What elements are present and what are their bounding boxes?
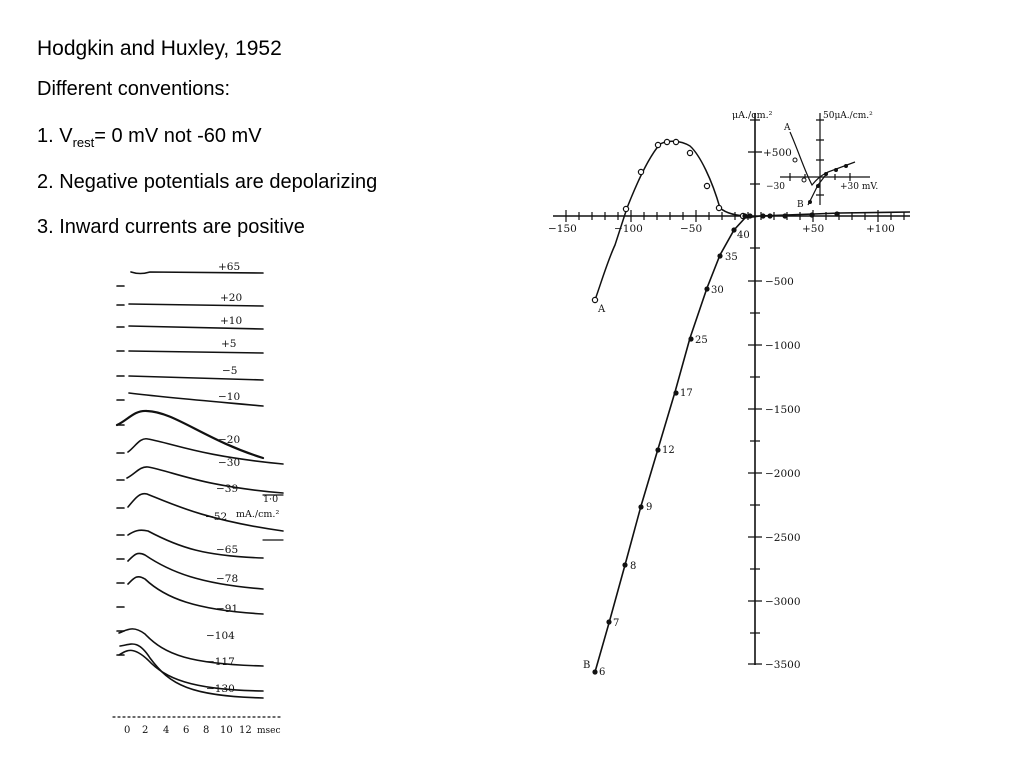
trace-label-plus10: +10 [220,315,243,327]
time-tick-8: 8 [203,725,210,736]
x-tick-minus50: −50 [680,223,703,235]
trace-label-minus10: −10 [218,391,241,403]
trace-label-minus52: −52 [205,511,228,523]
y-tick-minus3500: −3500 [765,659,801,671]
y-tick-minus500: −500 [765,276,794,288]
trace-label-plus5: +5 [221,338,237,350]
scale-bar-unit: mA./cm.² [236,509,280,520]
time-tick-4: 4 [163,725,170,736]
point-label-30: 30 [711,285,724,296]
trace-label-minus5: −5 [222,365,238,377]
curve-a-point [638,169,643,174]
curve-b-point [638,504,643,509]
inset-point [808,200,812,204]
trace-label-minus65: −65 [216,544,239,556]
x-tick-minus150: −150 [548,223,577,235]
inset-point [816,184,820,188]
trace-label-minus104: −104 [206,630,235,642]
trace-label-minus130: −130 [206,683,235,695]
inset-point [824,172,828,176]
x-tick-minus100: −100 [614,223,643,235]
curve-b-point [655,447,660,452]
trace-label-minus20: −20 [218,434,241,446]
inset-label-a: A [784,123,791,133]
curve-label-b: B [583,660,591,671]
point-label-6: 6 [599,667,606,678]
y-tick-minus1500: −1500 [765,404,801,416]
curve-b-point [717,253,722,258]
iv-tick-labels [548,110,895,671]
curve-b-point [809,212,814,217]
scale-bar-value: 1·0 [263,494,279,505]
y-tick-plus500: +500 [763,147,792,159]
point-label-7: 7 [613,618,620,629]
curve-b-point [731,227,736,232]
curve-label-a: A [598,304,606,315]
time-tick-6: 6 [183,725,190,736]
curve-b-point [673,390,678,395]
curve-a-point [716,205,721,210]
curve-b-point [606,619,611,624]
inset-x-right: +30 mV. [840,182,879,192]
curve-a-point [664,139,669,144]
point-label-8: 8 [630,561,637,572]
curve-b-point [747,213,752,218]
trace-label-minus39: −39 [216,483,239,495]
time-unit: msec [257,726,281,736]
point-label-9: 9 [646,502,653,513]
bullet-1-suffix: = 0 mV not -60 mV [94,125,262,147]
trace-label-minus30: −30 [218,457,241,469]
bullet-1-prefix: 1. V [37,125,73,147]
curve-b-point [688,336,693,341]
trace-label-plus65: +65 [218,261,241,273]
curve-b-point [742,213,747,218]
inset-open-point [802,178,806,182]
y-axis-unit: μA./cm.² [732,110,773,121]
point-label-12: 12 [662,445,675,456]
curve-b-point [592,669,597,674]
point-label-35: 35 [725,252,738,263]
trace-label-minus78: −78 [216,573,239,585]
time-tick-0: 0 [124,725,131,736]
curve-a-points [592,139,745,302]
curve-b-point [760,213,765,218]
point-label-40: 40 [737,230,750,241]
x-tick-plus50: +50 [802,223,825,235]
time-tick-10: 10 [220,725,233,736]
inset-point [834,168,838,172]
curve-b-point [767,213,772,218]
curve-point-labels [583,230,750,678]
slide-title: Hodgkin and Huxley, 1952 [37,37,282,60]
y-tick-minus3000: −3000 [765,596,801,608]
curve-a-point [687,150,692,155]
trace-label-minus91: −91 [216,603,239,615]
bullet-1-subscript: rest [72,135,95,150]
curve-a-point [623,206,628,211]
inset-y-unit: 50μA./cm.² [823,111,873,121]
inset-point [844,164,848,168]
iv-axes [553,113,910,665]
inset-plot [766,111,878,210]
point-label-25: 25 [695,335,708,346]
curve-b-points [592,211,839,674]
curve-a-point [592,297,597,302]
curve-a-point [655,142,660,147]
curve-b-point [704,286,709,291]
y-tick-minus2000: −2000 [765,468,801,480]
time-tick-12: 12 [239,725,252,736]
trace-label-minus117: −117 [206,656,235,668]
inset-x-left: −30 [766,182,785,192]
curve-b-point [782,213,787,218]
bullet-point-2: 2. Negative potentials are depolarizing [37,171,378,193]
curve-a-line [595,141,750,300]
inset-label-b: B [797,200,804,210]
x-tick-plus100: +100 [866,223,895,235]
curve-b-point [622,562,627,567]
y-tick-minus2500: −2500 [765,532,801,544]
curve-b-point [834,211,839,216]
bullet-point-3: 3. Inward currents are positive [37,216,305,238]
slide-subtitle: Different conventions: [37,78,231,100]
time-tick-2: 2 [142,725,149,736]
y-tick-minus1000: −1000 [765,340,801,352]
curve-a-point [704,183,709,188]
curve-a-point [673,139,678,144]
point-label-17: 17 [680,388,693,399]
inset-open-point [793,158,797,162]
trace-label-plus20: +20 [220,292,243,304]
